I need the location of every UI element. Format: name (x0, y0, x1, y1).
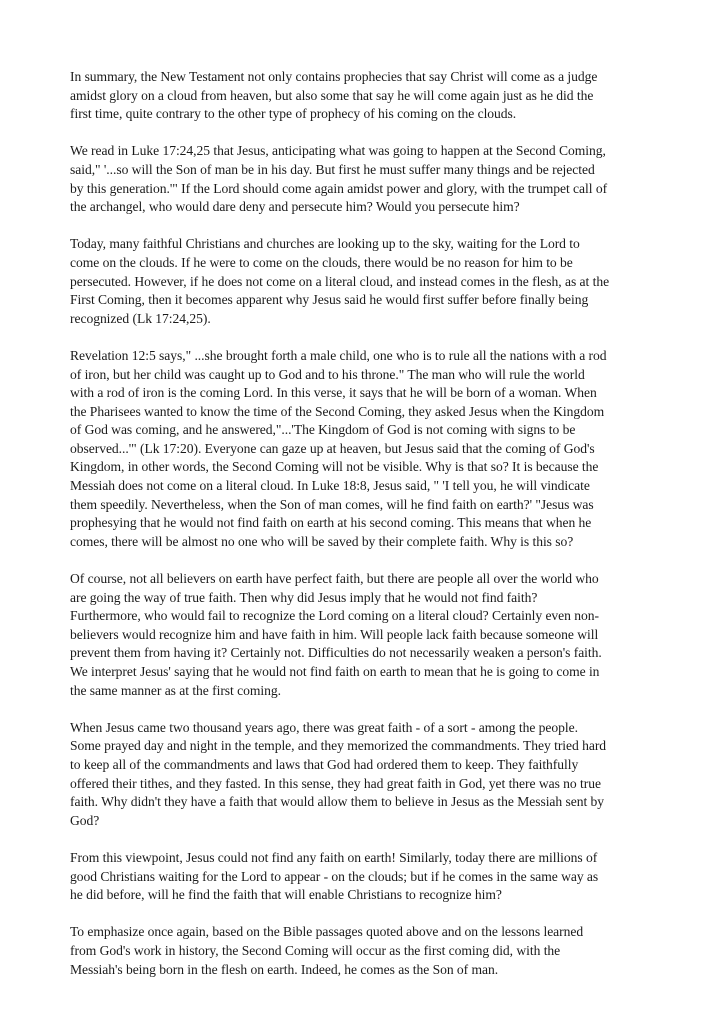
paragraph-luke-17: We read in Luke 17:24,25 that Jesus, anticipating what was going to happen at the Second Coming, said," '...so will the Son of man be in his day. But first he must suffer many things and be rejected by this generation.'" If the Lord should come again amidst power and glory, with the trumpet call of the archangel, who would dare deny and persecute him? Would you persecute him? (70, 143, 608, 215)
paragraph-conclusion: To emphasize once again, based on the Bible passages quoted above and on the lessons learned from God's work in history, the Second Coming will occur as the first coming did, with the Messiah's being born in the flesh on earth. Indeed, he comes as the Son of man. (70, 924, 584, 977)
paragraph-looking-to-sky: Today, many faithful Christians and churches are looking up to the sky, waiting for the Lord to come on the clouds. If he were to come on the clouds, there would be no reason for him to be persecuted. However, if he does not come on a literal cloud, and instead comes in the flesh, as at the First Coming, then it becomes apparent why Jesus said he would first suffer before finally being recognized (Lk 17:24,25). (70, 236, 610, 326)
paragraph-revelation-12: Revelation 12:5 says," ...she brought forth a male child, one who is to rule all the nations with a rod of iron, but her child was caught up to God and to his throne." The man who will rule the world with a rod of iron is the coming Lord. In this verse, it says that he will be born of a woman. When the Pharisees wanted to know the time of the Second Coming, they asked Jesus when the Kingdom of God was coming, and he answered,"...'The Kingdom of God is not coming with signs to be observed...'" (Lk 17:20). Everyone can gaze up at heaven, but Jesus said that the coming of God's Kingdom, in other words, the Second Coming will not be visible. Why is that so? It is because the Messiah does not come on a literal cloud. In Luke 18:8, Jesus said, " 'I tell you, he will vindicate them speedily. Nevertheless, when the Son of man comes, will he find faith on earth?' "Jesus was prophesying that he would not find faith on earth at his second coming. This means that when he comes, there will be almost no one who will be saved by their complete faith. Why is this so? (70, 347, 607, 549)
document-page (70, 68, 660, 998)
paragraph-summary: In summary, the New Testament not only contains prophecies that say Christ will come as a judge amidst glory on a cloud from heaven, but also some that say he will come again just as he did the first time, quite contrary to the other type of prophecy of his coming on the clouds. (70, 69, 598, 122)
paragraph-viewpoint: From this viewpoint, Jesus could not find any faith on earth! Similarly, today there are millions of good Christians waiting for the Lord to appear - on the clouds; but if he comes in the same way as he did before, will he find the faith that will enable Christians to recognize him? (70, 849, 599, 903)
paragraph-two-thousand-years: When Jesus came two thousand years ago, there was great faith - of a sort - among the people. Some prayed day and night in the temple, and they memorized the commandments. They tried hard to keep all of the commandments and laws that God had ordered them to keep. They faithfully offered their tithes, and they fasted. In this sense, they had great faith in God, yet there was no true faith. Why didn't they have a faith that would allow them to believe in Jesus as the Messiah sent by God? (70, 719, 607, 828)
paragraph-true-faith: Of course, not all believers on earth have perfect faith, but there are people all over the world who are going the way of true faith. Then why did Jesus imply that he would not find faith? Furthermore, who would fail to recognize the Lord coming on a literal cloud? Certainly even non- believers would recognize him and have faith in him. Will people lack faith because someone will prevent them from having it? Certainly not. Difficulties do not necessarily weaken a person's faith. We interpret Jesus' saying that he would not find faith on earth to mean that he is going to come in the same manner as at the first coming. (70, 571, 602, 698)
